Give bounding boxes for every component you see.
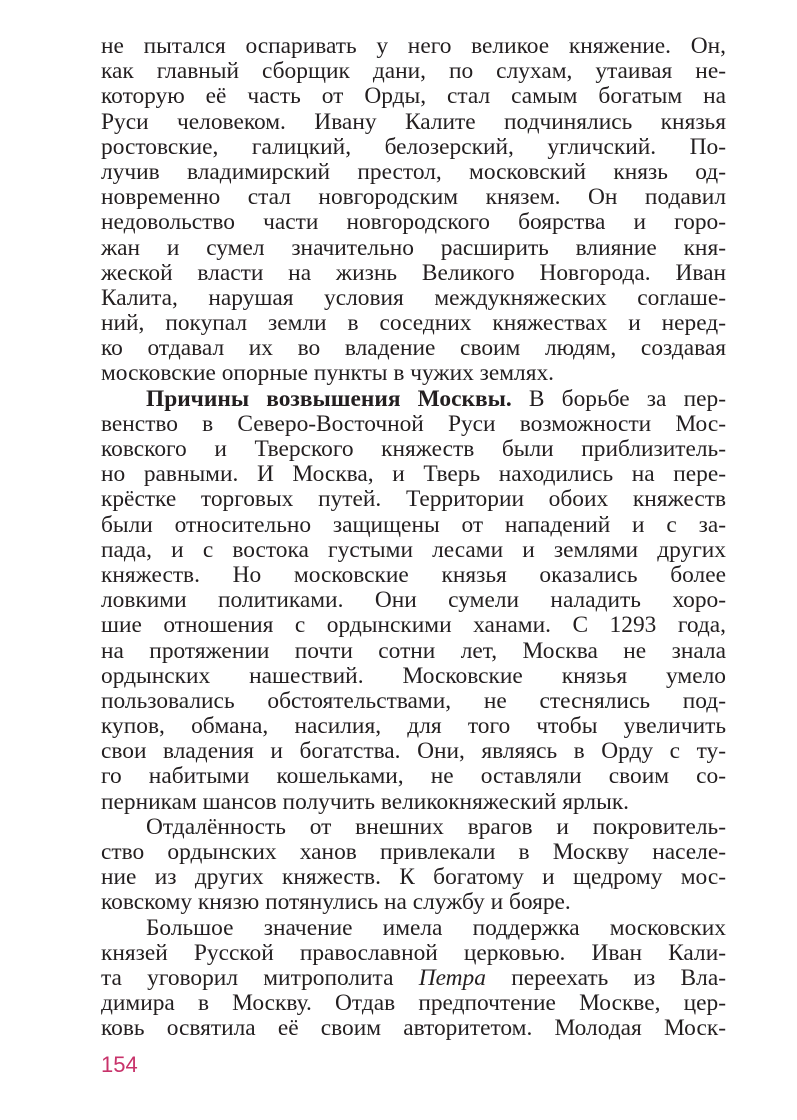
text-line: жан и сумел значительно расширить влияние кня-: [101, 234, 726, 261]
text-line: ростовские, галицкий, белозерский, угличский. По-: [101, 133, 726, 160]
text-line: московские опорные пункты в чужих землях.: [101, 360, 555, 387]
text-line: Руси человеком. Ивану Калите подчинялись князья: [101, 108, 726, 135]
text-line: ковь освятила её своим авторитетом. Молодая Моск-: [101, 1015, 726, 1042]
section-first-line: [101, 387, 726, 412]
text-line: ний, покупал земли в соседних княжествах и неред-: [101, 310, 726, 337]
text-line: Калита, нарушая условия междукняжеских соглаше-: [101, 284, 726, 311]
text-line: ко отдавал их во владение своим людям, создавая: [101, 335, 726, 362]
text-line: новременно стал новгородским князем. Он подавил: [101, 184, 726, 211]
text-line: лучив владимирский престол, московский князь од-: [101, 158, 726, 185]
text-line: которую её часть от Орды, стал самым богатым на: [101, 83, 726, 110]
text-line-with-italic: [101, 966, 726, 991]
section-heading: Причины возвышения Москвы.: [146, 385, 512, 412]
text-line: Большое значение имела поддержка московских: [146, 914, 726, 941]
text-line: пада, и с востока густыми лесами и землями других: [101, 536, 726, 563]
text-line: но равными. И Москва, и Тверь находились на пере-: [101, 461, 726, 488]
text-line: го набитыми кошельками, не оставляли своим со-: [101, 763, 726, 790]
text-line: были относительно защищены от нападений и с за-: [101, 511, 726, 538]
text-segment: та уговорил митрополита: [101, 964, 419, 991]
text-line: князей Русской православной церковью. Иван Кали-: [101, 939, 726, 966]
text-line: шие отношения с ордынскими ханами. С 1293 года,: [101, 612, 726, 639]
text-line: недовольство части новгородского боярства и горо-: [101, 209, 726, 236]
text-line: на протяжении почти сотни лет, Москва не знала: [101, 637, 726, 664]
text-line: ловкими политиками. Они сумели наладить хоро-: [101, 587, 726, 614]
text-line: жеской власти на жизнь Великого Новгорода. Иван: [101, 259, 726, 286]
text-line: ство ордынских ханов привлекали в Москву населе-: [101, 839, 726, 865]
text-line: ние из других княжеств. К богатому и щедрому мос-: [101, 864, 726, 891]
italic-name: Петра: [418, 964, 486, 991]
text-line: как главный сборщик дани, по слухам, утаивая не-: [101, 58, 726, 85]
text-line: княжеств. Но московские князья оказались более: [101, 561, 726, 588]
text-line: пользовались обстоятельствами, не стеснялись под-: [101, 687, 726, 714]
body-text: [101, 34, 726, 1042]
text-line: ковскому князю потянулись на службу и бояре.: [101, 889, 571, 916]
text-line: димира в Москву. Отдав предпочтение Москве, цер-: [101, 990, 726, 1017]
text-line: не пытался оспаривать у него великое княжение. Он,: [101, 33, 726, 59]
text-line: венство в Северо-Восточной Руси возможности Мос-: [101, 410, 726, 437]
text-line: крёстке торговых путей. Территории обоих княжеств: [101, 486, 726, 513]
page-number: 154: [101, 1052, 138, 1077]
text-segment: переехать из Вла-: [485, 964, 726, 991]
text-line: перникам шансов получить великокняжеский ярлык.: [101, 788, 630, 815]
text-line: ковского и Тверского княжеств были приблизитель-: [101, 436, 726, 462]
text-line: ордынских нашествий. Московские князья умело: [101, 662, 726, 689]
text-line: Отдалённость от внешних врагов и покровитель-: [146, 813, 726, 840]
text-line: свои владения и богатства. Они, являясь в Орду с ту-: [101, 738, 726, 765]
text-line: купов, обмана, насилия, для того чтобы увеличить: [101, 713, 726, 740]
section-first-line-rest: В борьбе за пер-: [511, 385, 726, 412]
